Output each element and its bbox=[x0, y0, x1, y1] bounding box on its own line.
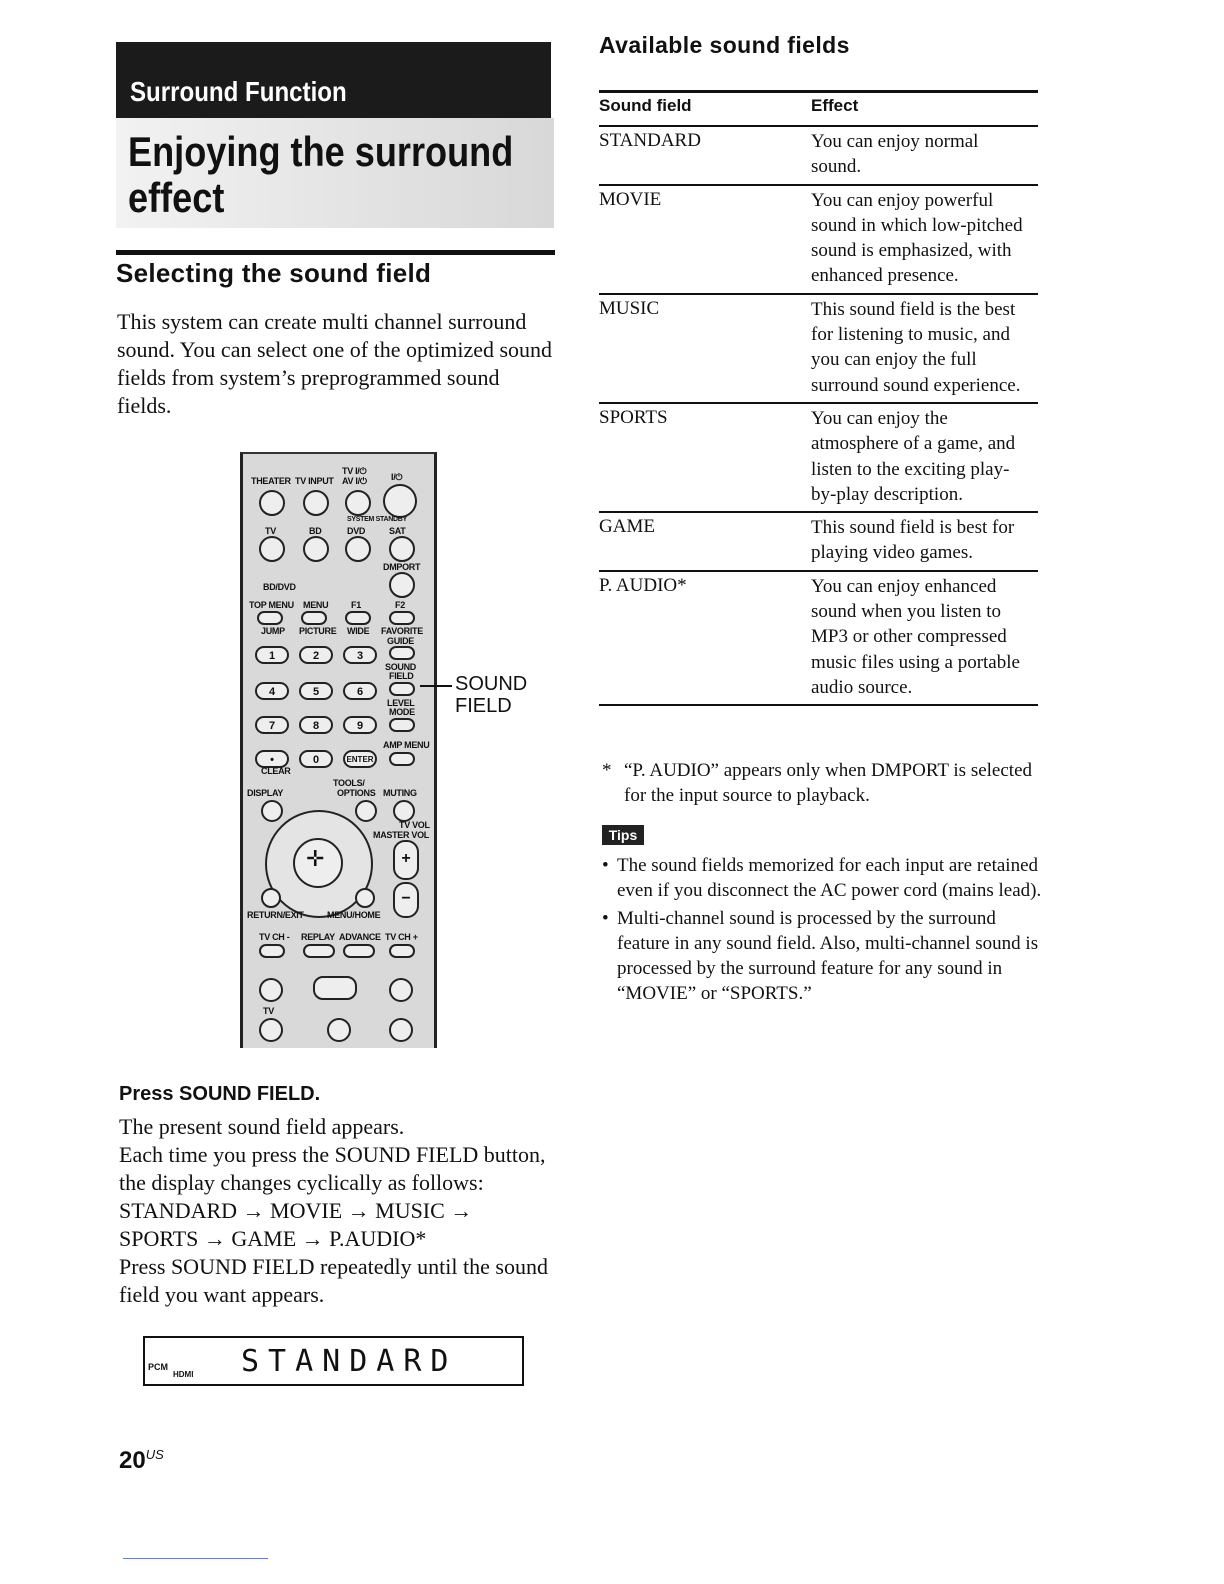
guide-button bbox=[389, 646, 415, 660]
tv-ch-minus-label: TV CH - bbox=[259, 932, 290, 942]
footer-line bbox=[123, 1558, 268, 1559]
av-power-button bbox=[345, 490, 371, 516]
table-row bbox=[599, 572, 1038, 706]
advance-label: ADVANCE bbox=[339, 932, 381, 942]
sound-field-name: MOVIE bbox=[599, 188, 662, 210]
footnote-text: “P. AUDIO” appears only when DMPORT is selected for the input source to playback. bbox=[624, 760, 1032, 806]
step-line: STANDARD → MOVIE → MUSIC → bbox=[119, 1198, 473, 1223]
sound-field-table bbox=[599, 90, 1038, 706]
section-header-bar bbox=[116, 42, 551, 118]
advance-button bbox=[343, 944, 375, 958]
tip-text: Multi-channel sound is processed by the surround feature in any sound field. Also, multi-channel sound is processed by the surround feature for any sound in “MOVIE” or “SPORTS.” bbox=[617, 908, 1039, 1004]
tv-shift-button bbox=[259, 1018, 283, 1042]
pcm-indicator: PCM bbox=[148, 1362, 168, 1372]
page-title-line-2: effect bbox=[128, 174, 225, 221]
muting-button bbox=[393, 800, 415, 822]
sound-field-name: STANDARD bbox=[599, 130, 701, 151]
sat-label: SAT bbox=[389, 526, 406, 536]
tv-input-button bbox=[303, 490, 329, 516]
amp-menu-button bbox=[389, 752, 415, 766]
column-header-effect: Effect bbox=[811, 96, 859, 115]
amp-menu-label: AMP MENU bbox=[383, 740, 430, 750]
sound-field-name: MUSIC bbox=[599, 297, 660, 319]
number-8-button: 8 bbox=[299, 716, 333, 734]
stop-button bbox=[389, 1018, 413, 1042]
front-panel-display bbox=[143, 1336, 524, 1386]
volume-down-button: − bbox=[393, 882, 419, 918]
step-line: the display changes cyclically as follows: bbox=[119, 1170, 484, 1195]
sat-button bbox=[389, 536, 415, 562]
step-line: Press SOUND FIELD repeatedly until the sound bbox=[119, 1254, 548, 1279]
bullet-icon: • bbox=[602, 908, 609, 929]
return-button bbox=[261, 888, 281, 908]
sound-field-callout bbox=[455, 673, 527, 717]
guide-label: GUIDE bbox=[387, 636, 415, 646]
callout-line-2: FIELD bbox=[455, 695, 512, 717]
power-label: I/⏻ bbox=[391, 472, 403, 482]
table-header bbox=[599, 90, 1038, 127]
page-number-suffix: US bbox=[145, 1447, 164, 1462]
play-button bbox=[313, 976, 357, 1000]
number-3-button: 3 bbox=[343, 646, 377, 664]
column-header-sound-field: Sound field bbox=[599, 96, 692, 115]
muting-label: MUTING bbox=[383, 788, 417, 798]
table-row bbox=[599, 295, 1038, 404]
heading-rule bbox=[116, 250, 555, 255]
page-number-value: 20 bbox=[119, 1447, 146, 1474]
step-line: The present sound field appears. bbox=[119, 1114, 405, 1139]
sound-field-effect: This sound field is the best for listening to music, and you can enjoy the full surround sound experience. bbox=[811, 298, 1021, 396]
dvd-label: DVD bbox=[347, 526, 366, 536]
menu-label: MENU bbox=[303, 600, 329, 610]
mode-label: MODE bbox=[389, 707, 415, 717]
system-standby-label: SYSTEM STANDBY bbox=[347, 516, 407, 523]
top-menu-button bbox=[257, 611, 283, 625]
level-label: LEVEL bbox=[387, 698, 415, 708]
tips-label: Tips bbox=[602, 825, 644, 845]
number-6-button: 6 bbox=[343, 682, 377, 700]
theater-label: THEATER bbox=[251, 476, 291, 486]
replay-label: REPLAY bbox=[301, 932, 335, 942]
fast-forward-button bbox=[389, 978, 413, 1002]
master-vol-label: MASTER VOL bbox=[373, 830, 430, 840]
page-number bbox=[119, 1447, 164, 1475]
dmport-label: DMPORT bbox=[383, 562, 421, 572]
clear-label: CLEAR bbox=[261, 766, 291, 776]
tv-button bbox=[259, 536, 285, 562]
options-button bbox=[355, 800, 377, 822]
dpad-icon: ✛ bbox=[306, 847, 325, 872]
hdmi-indicator: HDMI bbox=[173, 1370, 194, 1379]
tools-label: TOOLS/ bbox=[333, 778, 365, 788]
f2-button bbox=[389, 611, 415, 625]
bullet-icon: • bbox=[602, 855, 609, 876]
intro-paragraph: This system can create multi channel surround sound. You can select one of the optimized sound fields from system’s preprogrammed sound fields. bbox=[117, 309, 553, 418]
return-exit-label: RETURN/EXIT bbox=[247, 910, 304, 920]
number-4-button: 4 bbox=[255, 682, 289, 700]
menu-home-button bbox=[355, 888, 375, 908]
theater-button bbox=[259, 490, 285, 516]
step-heading: Press SOUND FIELD. bbox=[119, 1083, 321, 1105]
number-5-button: 5 bbox=[299, 682, 333, 700]
favorite-label: FAVORITE bbox=[381, 626, 423, 636]
subsection-heading: Selecting the sound field bbox=[116, 258, 432, 288]
f1-button bbox=[345, 611, 371, 625]
step-line: field you want appears. bbox=[119, 1282, 325, 1307]
step-body bbox=[119, 1113, 569, 1309]
step-line: Each time you press the SOUND FIELD button, bbox=[119, 1142, 546, 1167]
number-1-button: 1 bbox=[255, 646, 289, 664]
power-button bbox=[383, 484, 417, 518]
jump-label: JUMP bbox=[261, 626, 285, 636]
wide-label: WIDE bbox=[347, 626, 370, 636]
f1-label: F1 bbox=[351, 600, 361, 610]
tv-ch-plus-label: TV CH + bbox=[385, 932, 418, 942]
table-row bbox=[599, 513, 1038, 572]
sound-field-effect: You can enjoy the atmosphere of a game, and listen to the exciting play-by-play description. bbox=[811, 407, 1016, 505]
tv-power-label: TV I/⏻ bbox=[342, 466, 367, 476]
callout-leader-line bbox=[420, 685, 452, 687]
footnote bbox=[602, 758, 1037, 808]
av-power-label: AV I/⏻ bbox=[342, 476, 367, 486]
callout-line-1: SOUND bbox=[455, 673, 528, 695]
options-label: OPTIONS bbox=[337, 788, 376, 798]
display-text: STANDARD bbox=[241, 1344, 458, 1379]
page-title-line-1: Enjoying the surround bbox=[128, 128, 514, 175]
replay-button bbox=[303, 944, 335, 958]
menu-button bbox=[301, 611, 327, 625]
dmport-button bbox=[389, 572, 415, 598]
dvd-button bbox=[345, 536, 371, 562]
prev-track-button bbox=[259, 944, 285, 958]
number-9-button: 9 bbox=[343, 716, 377, 734]
level-mode-button bbox=[389, 718, 415, 732]
sound-field-effect: You can enjoy powerful sound in which low-pitched sound is emphasized, with enhanced presence. bbox=[811, 189, 1023, 287]
tv-input-label: TV INPUT bbox=[295, 476, 334, 486]
sound-field-button bbox=[389, 682, 415, 696]
dot-button: • bbox=[255, 750, 289, 768]
page-title bbox=[116, 118, 554, 228]
bd-label: BD bbox=[309, 526, 322, 536]
tv-label: TV bbox=[265, 526, 276, 536]
list-item bbox=[602, 853, 1042, 903]
sound-field-name: P. AUDIO* bbox=[599, 574, 687, 596]
f2-label: F2 bbox=[395, 600, 405, 610]
number-0-button: 0 bbox=[299, 750, 333, 768]
top-menu-label: TOP MENU bbox=[249, 600, 294, 610]
next-track-button bbox=[389, 944, 415, 958]
picture-label: PICTURE bbox=[299, 626, 337, 636]
tip-text: The sound fields memorized for each input are retained even if you disconnect the AC power cord (mains lead). bbox=[617, 855, 1042, 901]
available-sound-fields-heading: Available sound fields bbox=[599, 32, 850, 58]
number-7-button: 7 bbox=[255, 716, 289, 734]
bd-button bbox=[303, 536, 329, 562]
sound-field-effect: This sound field is best for playing video games. bbox=[811, 517, 1015, 564]
rewind-button bbox=[259, 978, 283, 1002]
tv-vol-label: TV VOL bbox=[399, 820, 430, 830]
footnote-mark: * bbox=[602, 760, 612, 781]
tips-list bbox=[602, 853, 1042, 1009]
step-line: SPORTS → GAME → P.AUDIO* bbox=[119, 1226, 427, 1251]
menu-home-label: MENU/HOME bbox=[327, 910, 381, 920]
section-title: Surround Function bbox=[130, 76, 347, 107]
table-row bbox=[599, 404, 1038, 513]
field-label: FIELD bbox=[389, 671, 414, 681]
sound-field-effect: You can enjoy enhanced sound when you listen to MP3 or other compressed music files using a portable audio source. bbox=[811, 575, 1020, 698]
display-label: DISPLAY bbox=[247, 788, 284, 798]
sound-field-effect: You can enjoy normal sound. bbox=[811, 131, 979, 178]
enter-button: ENTER bbox=[343, 750, 377, 768]
list-item bbox=[602, 906, 1042, 1006]
volume-up-button: + bbox=[393, 840, 419, 880]
tv-label-bottom: TV bbox=[263, 1006, 274, 1016]
bd-dvd-label: BD/DVD bbox=[263, 582, 296, 592]
pause-button bbox=[327, 1018, 351, 1042]
number-2-button: 2 bbox=[299, 646, 333, 664]
sound-field-name: SPORTS bbox=[599, 406, 668, 428]
display-button bbox=[261, 800, 283, 822]
table-row bbox=[599, 186, 1038, 295]
sound-field-name: GAME bbox=[599, 516, 655, 538]
table-row bbox=[599, 127, 1038, 186]
sound-label: SOUND bbox=[385, 662, 417, 672]
remote-control-illustration bbox=[240, 452, 437, 1048]
